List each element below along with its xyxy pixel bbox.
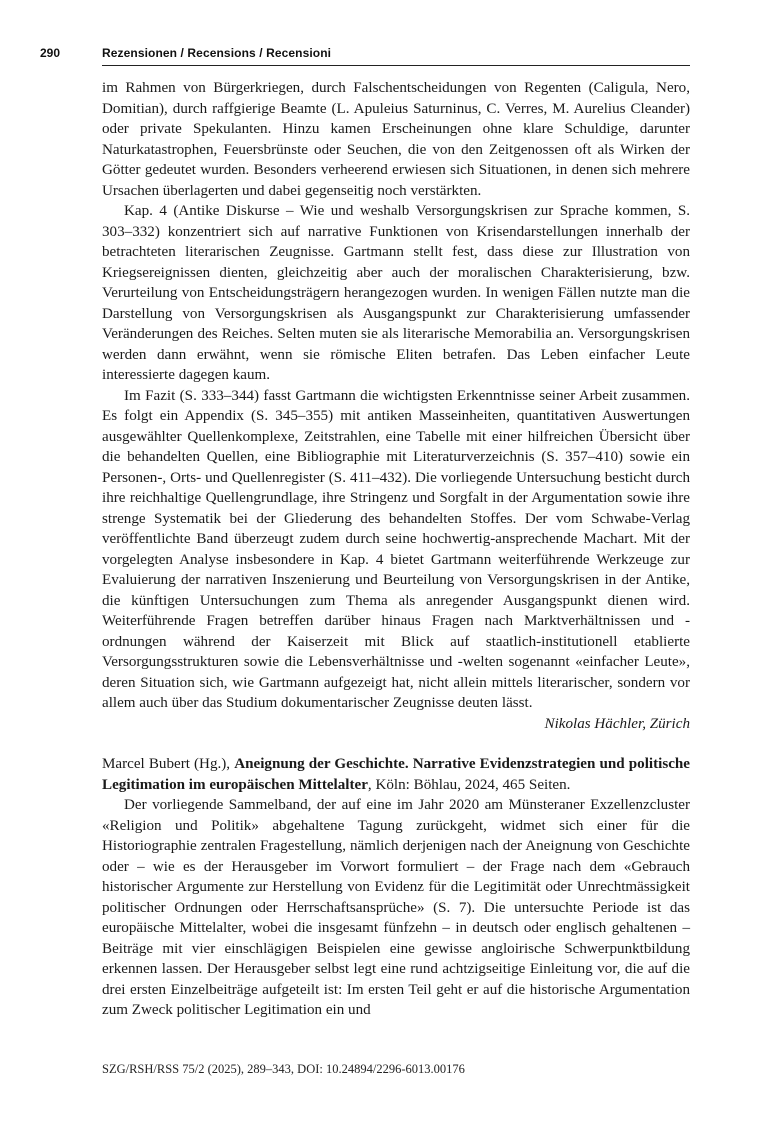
footer-citation: SZG/RSH/RSS 75/2 (2025), 289–343, DOI: 10.24894/2296-6013.00176 [102,1062,465,1076]
paragraph-1: im Rahmen von Bürgerkriegen, durch Falschentscheidungen von Regenten (Caligula, Nero, Domitian), durch raffgierige Beamte (L. Apuleius Saturninus, C. Verres, M. Aurelius Cleander) oder private Spekulanten. Hinzu kamen Erscheinungen ohne klare Schuldige, darunter Naturkatastrophen, Feuersbrünste oder Seuchen, die von den Zeitgenossen oft als Wirken der Götter gedeutet wurden. Besonders verheerend erwiesen sich Situationen, in denen sich mehrere Ursachen überlagerten und dabei gegenseitig noch verstärkten. [102,80,690,199]
header-rule [102,65,690,66]
page-number: 290 [40,46,61,60]
review-author: Marcel Bubert (Hg.), [102,756,231,772]
page-header [40,46,690,64]
review-book-title: Aneignung der Geschichte. Narrative Evidenzstrategien und politische Legitimation im europäischen Mittelalter [102,756,690,793]
review-publication: , Köln: Böhlau, 2024, 465 Seiten. [367,776,571,793]
paragraph-3: Im Fazit (S. 333–344) fasst Gartmann die wichtigsten Erkenntnisse seiner Arbeit zusammen. Es folgt ein Appendix (S. 345–355) mit antiken Masseinheiten, quantitativen Auswertungen ausgewählter Quellenkomplexe, Zeitstrahlen, eine Tabelle mit einer hilfreichen Übersicht über die behandelten Quellen, eine Bibliographie mit Literaturverzeichnis (S. 357–410) sowie ein Personen-, Orts- und Quellenregister (S. 411–432). Die vorliegende Untersuchung besticht durch ihre reichhaltige Quellengrundlage, ihre Stringenz und Sorgfalt in der Argumentation sowie ihre strenge Systematik bei der Gliederung des behandelten Stoffes. Der vom Schwabe-Verlag veröffentlichte Band überzeugt zudem durch seine hochwertig-ansprechende Machart. Mit der vorgelegten Analyse insbesondere in Kap. 4 bietet Gartmann weiterführende Werkzeuge zur Evaluierung der narrativen Inszenierung und Beurteilung von Versorgungskrisen in der Antike, die künftigen Untersuchungen zum Thema als anregender Ausgangspunkt dienen wird. Weiterführende Fragen betreffen darüber hinaus Fragen nach Marktverhältnissen und -ordnungen während der Kaiserzeit mit Blick auf staatlich-institutionell etablierte Versorgungsstrukturen sowie die Lebensverhältnisse und -welten sogenannt «einfacher Leute», deren Situation sich, wie Gartmann aufgezeigt hat, nicht allein mittels literarischer, sondern vor allem auch über das Studium dokumentarischer Zeugnisse deuten lässt. [102,387,690,711]
article-body [102,78,690,1021]
paragraph-2: Kap. 4 (Antike Diskurse – Wie und weshalb Versorgungskrisen zur Sprache kommen, S. 303–332) konzentriert sich auf narrative Funktionen von Krisendarstellungen innerhalb der betrachteten literarischen Zeugnisse. Gartmann stellt fest, dass diese zur Illustration von Kriegsereignissen dienten, gleichzeitig aber auch der moralischen Charakterisierung, bzw. Verurteilung von Entscheidungsträgern herangezogen wurden. In wenigen Fällen nutzte man die Darstellung von Versorgungskrisen als Ausgangspunkt zur Charakterisierung umfassender Veränderungen des Reiches. Selten muten sie als literarische Memorabilia an. Versorgungskrisen werden dann erwähnt, wenn sie römische Eliten betrafen. Das Leben einfacher Leute interessierte dagegen kaum. [102,203,690,383]
running-title: Rezensionen / Recensions / Recensioni [102,46,332,60]
review-citation [102,754,690,795]
reviewer-signature: Nikolas Hächler, Zürich [544,715,690,732]
review-paragraph-1: Der vorliegende Sammelband, der auf eine im Jahr 2020 am Münsteraner Exzellenzcluster «Religion und Politik» abgehaltene Tagung zurückgeht, widmet sich einer für die Historiographie zentralen Fragestellung, nämlich derjenigen nach der Aneignung von Geschichte oder – wie es der Herausgeber im Vorwort formuliert – der Frage nach dem «Gebrauch historischer Argumente zur Herstellung von Evidenz für die Legitimität oder Unrechtmässigkeit politischer Ordnungen oder Herrschaftsansprüche» (S. 7). Die untersuchte Periode ist das europäische Mittelalter, wobei die insgesamt fünfzehn – in deutsch oder englisch gehaltenen – Beiträge mit vier einschlägigen Beispielen eine gewisse angloirische Schwerpunktbildung erkennen lassen. Der Herausgeber selbst legt eine rund achtzigseitige Einleitung vor, die auf die drei ersten Einzelbeiträge aufgeteilt ist: Im ersten Teil geht er auf die historische Argumentation zum Zweck politischer Legitimation ein und [102,797,690,1018]
page-footer [102,1062,690,1077]
